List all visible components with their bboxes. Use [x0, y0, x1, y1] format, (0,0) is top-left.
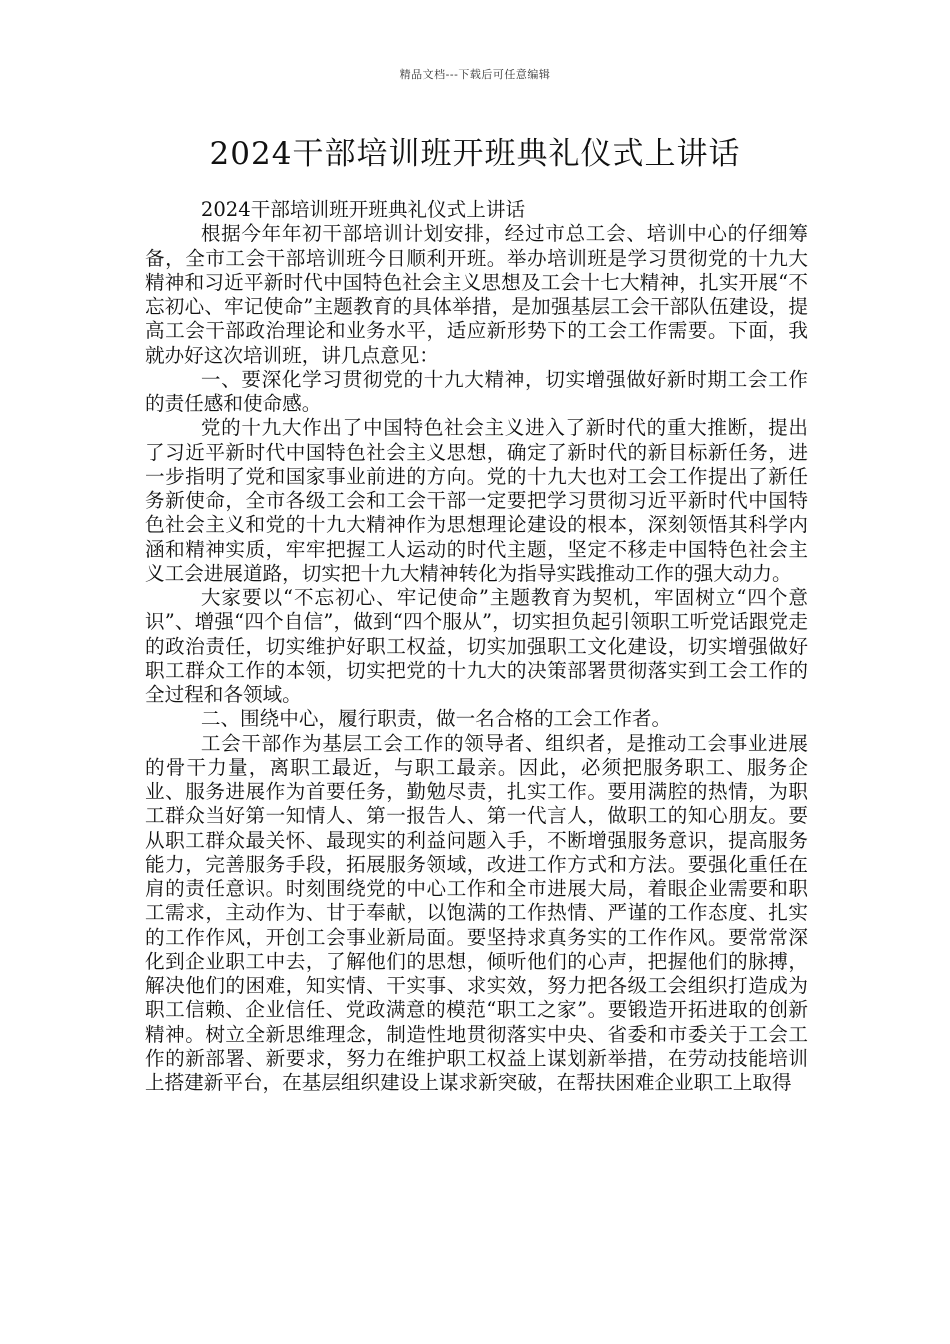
document-title: 2024干部培训班开班典礼仪式上讲话	[209, 136, 741, 172]
body-paragraph: 工会干部作为基层工会工作的领导者、组织者，是推动工会事业进展的骨干力量，离职工最近，与职工最亲。因此，必须把服务职工、服务企业、服务进展作为首要任务，勤勉尽责，扎实工作。要用满腔的热情，为职工群众当好第一知情人、第一报告人、第一代言人，做职工的知心朋友。要从职工群众最关怀、最现实的利益问题入手，不断增强服务意识，提高服务能力，完善服务手段，拓展服务领域，改进工作方式和方法。要强化重任在肩的责任意识。时刻围绕党的中心工作和全市进展大局，着眼企业需要和职工需求，主动作为、甘于奉献，以饱满的工作热情、严谨的工作态度、扎实的工作作风，开创工会事业新局面。要坚持求真务实的工作作风。要常常深化到企业职工中去，了解他们的思想，倾听他们的心声，把握他们的脉搏，解决他们的困难，知实情、干实事、求实效，努力把各级工会组织打造成为职工信赖、企业信任、党政满意的模范“职工之家”。要锻造开拓进取的创新精神。树立全新思维理念，制造性地贯彻落实中央、省委和市委关于工会工作的新部署、新要求，努力在维护职工权益上谋划新举措，在劳动技能培训上搭建新平台，在基层组织建设上谋求新突破，在帮扶困难企业职工上取得	[145, 731, 808, 1094]
body-paragraph: 党的十九大作出了中国特色社会主义进入了新时代的重大推断，提出了习近平新时代中国特色社会主义思想，确定了新时代的新目标新任务，进一步指明了党和国家事业前进的方向。党的十九大也对工会工作提出了新任务新使命，全市各级工会和工会干部一定要把学习贯彻习近平新时代中国特色社会主义和党的十九大精神作为思想理论建设的根本，深刻领悟其科学内涵和精神实质，牢牢把握工人运动的时代主题，坚定不移走中国特色社会主义工会进展道路，切实把十九大精神转化为指导实践推动工作的强大动力。	[145, 416, 808, 585]
section-heading-1: 一、要深化学习贯彻党的十九大精神，切实增强做好新时期工会工作的责任感和使命感。	[145, 367, 808, 415]
body-paragraph-subtitle: 2024干部培训班开班典礼仪式上讲话	[200, 198, 526, 221]
page-header-watermark: 精品文档---下载后可任意编辑	[399, 68, 551, 81]
body-paragraph-intro: 根据今年年初干部培训计划安排，经过市总工会、培训中心的仔细筹备，全市工会干部培训班今日顺利开班。举办培训班是学习贯彻党的十九大精神和习近平新时代中国特色社会主义思想及工会十七大精神，扎实开展“不忘初心、牢记使命”主题教育的具体举措，是加强基层工会干部队伍建设，提高工会干部政治理论和业务水平，适应新形势下的工会工作需要。下面，我就办好这次培训班，讲几点意见：	[145, 222, 808, 367]
body-paragraph: 大家要以“不忘初心、牢记使命”主题教育为契机，牢固树立“四个意识”、增强“四个自信”，做到“四个服从”，切实担负起引领职工听党话跟党走的政治责任，切实维护好职工权益，切实加强职工文化建设，切实增强做好职工群众工作的本领，切实把党的十九大的决策部署贯彻落实到工会工作的全过程和各领域。	[145, 586, 808, 706]
document-body	[145, 198, 808, 1095]
section-heading-2: 二、围绕中心，履行职责，做一名合格的工会工作者。	[200, 707, 672, 731]
